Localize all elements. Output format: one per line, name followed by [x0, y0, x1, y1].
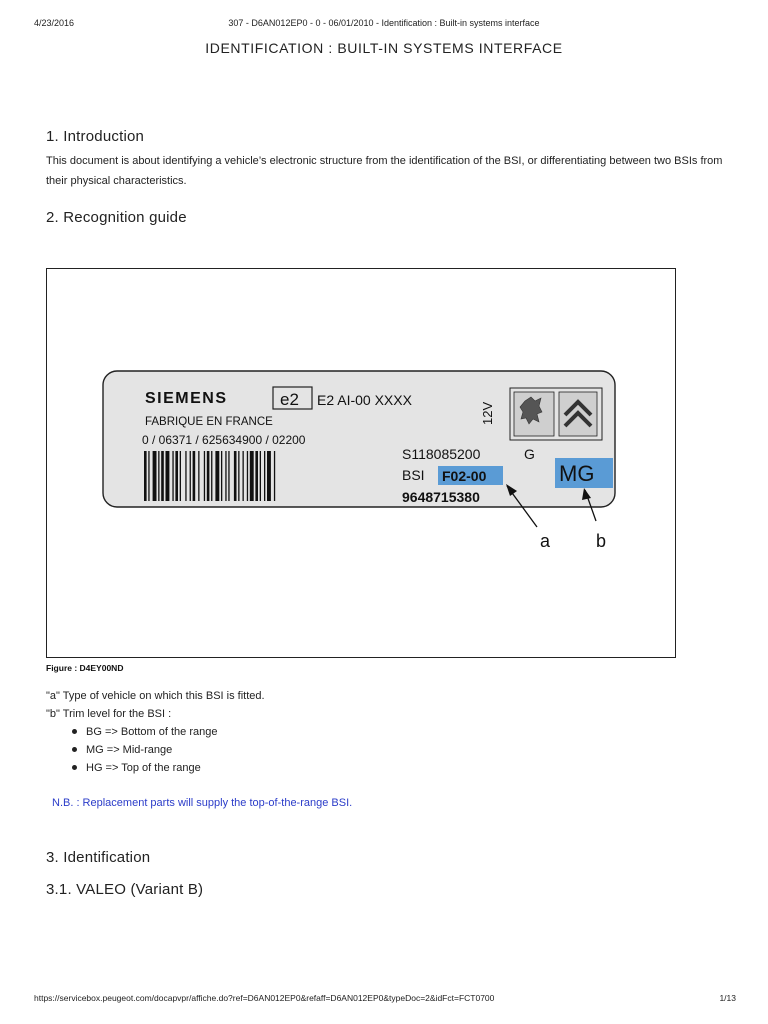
barcode-bar — [193, 451, 196, 501]
trim-code: MG — [559, 461, 595, 486]
nb-note: N.B. : Replacement parts will supply the top-of-the-range BSI. — [52, 797, 353, 809]
barcode-bar — [274, 451, 275, 501]
note-b: "b" Trim level for the BSI : — [46, 708, 172, 720]
barcode-bar — [180, 451, 181, 501]
barcode-bar — [148, 451, 149, 501]
barcode-bar — [267, 451, 271, 501]
barcode-bar — [215, 451, 219, 501]
reference-number: 9648715380 — [402, 489, 480, 505]
intro-paragraph: This document is about identifying a vehicle’s electronic structure from the identification of the BSI, or differentiating between two BSIs from their physical characteristics. — [46, 155, 723, 187]
callout-a-label: a — [540, 531, 551, 551]
section-heading-identification: 3. Identification — [46, 849, 151, 866]
barcode-bar — [172, 451, 173, 501]
barcode-bar — [255, 451, 258, 501]
list-item: MG => Mid-range — [86, 741, 265, 759]
barcode-bar — [247, 451, 248, 501]
section-heading-introduction: 1. Introduction — [46, 128, 145, 145]
bsi-label-illustration — [47, 269, 675, 657]
note-a: "a" Type of vehicle on which this BSI is fitted. — [46, 690, 265, 702]
figure-caption: Figure : D4EY00ND — [46, 663, 124, 673]
barcode-bar — [166, 451, 170, 501]
section-heading-recognition: 2. Recognition guide — [46, 209, 187, 226]
g-mark: G — [524, 446, 535, 462]
bsi-prefix: BSI — [402, 467, 425, 483]
barcode-bar — [211, 451, 212, 501]
header-date: 4/23/2016 — [34, 18, 75, 28]
voltage-text: 12V — [480, 401, 495, 425]
barcode-bar — [144, 451, 147, 501]
barcode-bar — [234, 451, 237, 501]
barcode-bar — [207, 451, 210, 501]
approval-code: E2 AI-00 XXXX — [317, 392, 412, 408]
barcode-bar — [238, 451, 239, 501]
e-mark: e2 — [280, 390, 299, 409]
list-item: HG => Top of the range — [86, 759, 265, 777]
trim-level-list — [46, 723, 265, 777]
barcode-bar — [158, 451, 159, 501]
siemens-logo: SIEMENS — [145, 390, 228, 407]
section-heading-valeo: 3.1. VALEO (Variant B) — [46, 881, 204, 898]
callout-b-label: b — [596, 531, 607, 551]
barcode-bar — [161, 451, 164, 501]
barcode-bar — [198, 451, 199, 501]
footer-url[interactable]: https://servicebox.peugeot.com/docapvpr/affiche.do?ref=D6AN012EP0&refaff=D6AN012EP0&typeDoc=2&idFct=FCT0700 — [34, 993, 495, 1003]
barcode-bar — [243, 451, 244, 501]
part-number: S118085200 — [402, 446, 481, 462]
barcode-bar — [264, 451, 265, 501]
serial-number: 0 / 06371 / 625634900 / 02200 — [142, 433, 306, 447]
barcode-bar — [260, 451, 261, 501]
barcode-bar — [190, 451, 191, 501]
figure-frame — [46, 268, 676, 658]
barcode-bar — [225, 451, 226, 501]
list-item: BG => Bottom of the range — [86, 723, 265, 741]
notes-block — [46, 687, 265, 777]
barcode-bar — [185, 451, 186, 501]
barcode-bar — [204, 451, 205, 501]
bsi-code: F02-00 — [442, 468, 487, 484]
header-title: 307 - D6AN012EP0 - 0 - 06/01/2010 - Identification : Built-in systems interface — [228, 18, 540, 28]
page-title: IDENTIFICATION : BUILT-IN SYSTEMS INTERFACE — [205, 40, 563, 56]
footer-page-number: 1/13 — [719, 993, 736, 1003]
origin-text: FABRIQUE EN FRANCE — [145, 416, 273, 428]
barcode-bar — [153, 451, 157, 501]
barcode-bar — [228, 451, 229, 501]
barcode-bar — [221, 451, 222, 501]
barcode-bar — [250, 451, 254, 501]
barcode-bar — [175, 451, 178, 501]
